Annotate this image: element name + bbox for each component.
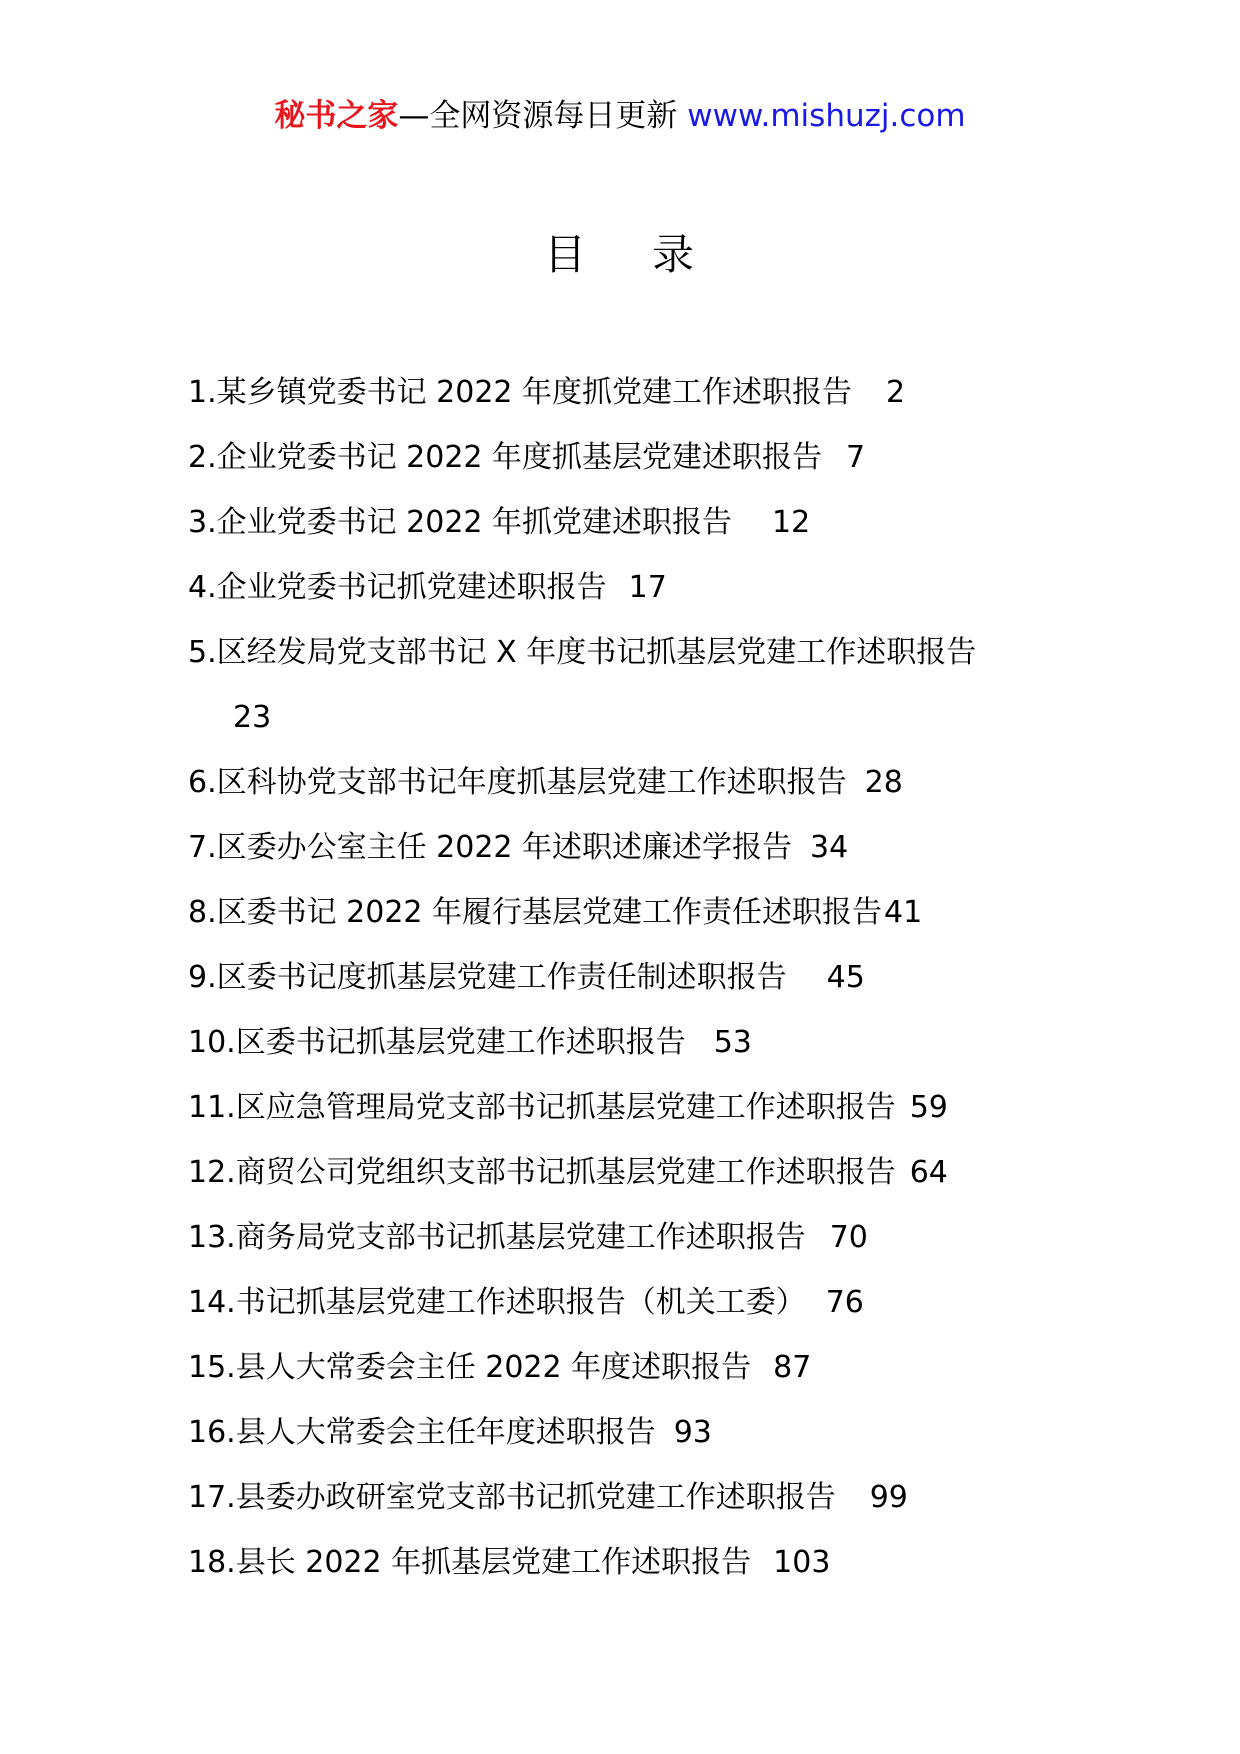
toc-entry-page: 103 <box>773 1545 831 1580</box>
toc-entry-title: 1.某乡镇党委书记 2022 年度抓党建工作述职报告 <box>188 375 853 410</box>
toc-entry[interactable] <box>188 1530 1088 1595</box>
toc-entry-page: 28 <box>864 765 903 800</box>
toc-entry[interactable] <box>188 555 1088 620</box>
toc-heading <box>0 228 1240 282</box>
tagline: —全网资源每日更新 <box>398 98 688 134</box>
toc-entry-page: 76 <box>825 1285 864 1320</box>
toc-entry-page: 2 <box>886 375 906 410</box>
toc-entry-title: 17.县委办政研室党支部书记抓党建工作述职报告 <box>188 1480 836 1515</box>
brand-name: 秘书之家 <box>274 98 399 134</box>
site-url-link[interactable]: www.mishuzj.com <box>687 98 966 134</box>
toc-entry[interactable] <box>188 1465 1088 1530</box>
toc-entry-title: 18.县长 2022 年抓基层党建工作述职报告 <box>188 1545 752 1580</box>
toc-entry-page: 70 <box>829 1220 868 1255</box>
toc-entry-page: 59 <box>909 1090 948 1125</box>
toc-entry-title: 14.书记抓基层党建工作述职报告（机关工委） <box>188 1285 806 1320</box>
toc-entry[interactable] <box>188 1010 1088 1075</box>
toc-entry[interactable] <box>188 750 1088 815</box>
toc-heading-second-char: 录 <box>652 230 697 279</box>
toc-entry-page: 41 <box>884 895 923 930</box>
toc-list <box>188 360 1088 1595</box>
toc-entry[interactable] <box>188 425 1088 490</box>
site-banner <box>0 96 1240 136</box>
toc-entry[interactable] <box>188 1075 1088 1140</box>
toc-entry-title: 10.区委书记抓基层党建工作述职报告 <box>188 1025 686 1060</box>
toc-entry-page: 45 <box>826 960 865 995</box>
toc-entry[interactable] <box>188 1270 1088 1335</box>
toc-entry-page: 64 <box>909 1155 948 1190</box>
toc-entry-title: 12.商贸公司党组织支部书记抓基层党建工作述职报告 <box>188 1155 896 1190</box>
toc-entry-title: 6.区科协党支部书记年度抓基层党建工作述职报告 <box>188 765 847 800</box>
toc-entry-title: 15.县人大常委会主任 2022 年度述职报告 <box>188 1350 752 1385</box>
toc-entry-page: 93 <box>673 1415 712 1450</box>
toc-entry-page: 7 <box>846 440 866 475</box>
toc-entry[interactable] <box>188 360 1088 425</box>
toc-entry[interactable] <box>188 1400 1088 1465</box>
toc-entry-page: 53 <box>713 1025 752 1060</box>
toc-entry-page: 34 <box>810 830 849 865</box>
toc-entry[interactable] <box>188 1205 1088 1270</box>
toc-entry-title: 4.企业党委书记抓党建述职报告 <box>188 570 607 605</box>
toc-entry-title: 13.商务局党支部书记抓基层党建工作述职报告 <box>188 1220 806 1255</box>
toc-entry-title: 5.区经发局党支部书记 X 年度书记抓基层党建工作述职报告 <box>188 635 977 670</box>
toc-entry-page: 87 <box>773 1350 812 1385</box>
toc-entry-title: 16.县人大常委会主任年度述职报告 <box>188 1415 656 1450</box>
toc-entry-page: 12 <box>772 505 811 540</box>
toc-entry-page: 23 <box>233 700 272 735</box>
toc-entry[interactable] <box>188 1140 1088 1205</box>
toc-entry-title: 11.区应急管理局党支部书记抓基层党建工作述职报告 <box>188 1090 896 1125</box>
toc-entry-title: 3.企业党委书记 2022 年抓党建述职报告 <box>188 505 733 540</box>
toc-entry[interactable] <box>188 945 1088 1010</box>
toc-entry-title: 7.区委办公室主任 2022 年述职述廉述学报告 <box>188 830 793 865</box>
toc-entry-title: 8.区委书记 2022 年履行基层党建工作责任述职报告 <box>188 895 883 930</box>
toc-entry-title: 2.企业党委书记 2022 年度抓基层党建述职报告 <box>188 440 823 475</box>
toc-entry[interactable] <box>188 1335 1088 1400</box>
toc-entry[interactable] <box>188 880 1088 945</box>
toc-entry[interactable] <box>188 620 1088 750</box>
toc-entry-title: 9.区委书记度抓基层党建工作责任制述职报告 <box>188 960 787 995</box>
toc-heading-first-char: 目 <box>543 230 588 279</box>
toc-entry[interactable] <box>188 490 1088 555</box>
toc-entry-page: 99 <box>869 1480 908 1515</box>
toc-entry[interactable] <box>188 815 1088 880</box>
toc-entry-page: 17 <box>628 570 667 605</box>
